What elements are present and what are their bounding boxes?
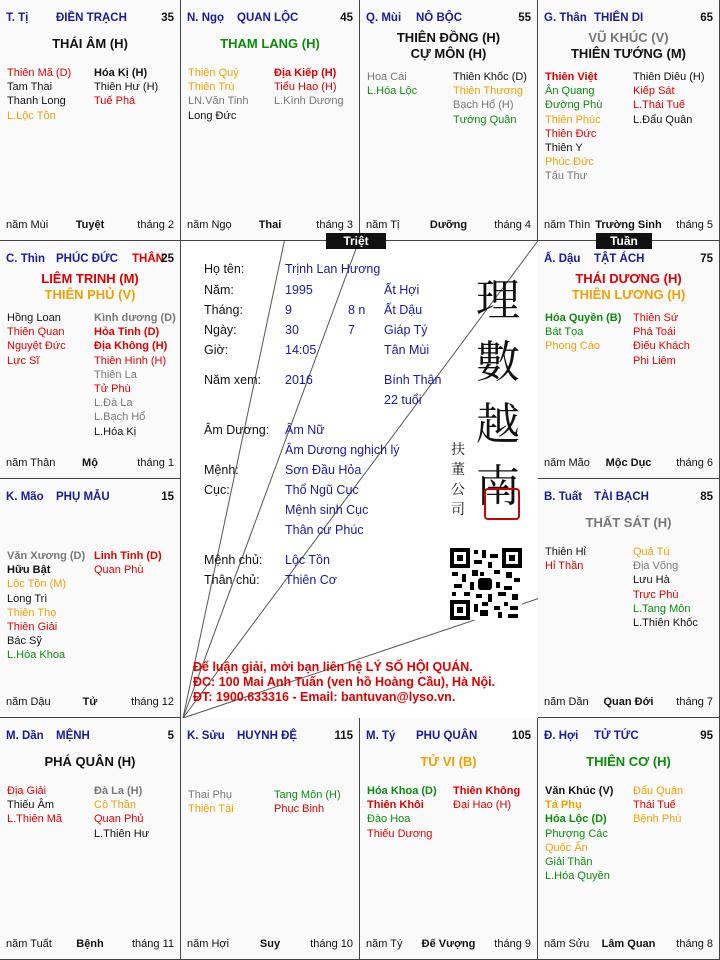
palace-footer [544,696,713,710]
palace-cell-suu [181,718,360,960]
minor-star: LN.Văn Tinh [188,95,249,108]
minor-stars-right [274,788,341,816]
year-label: năm Tý [366,938,403,950]
palace-cell-dau [538,241,720,479]
minor-stars-left [367,784,437,841]
minor-stars-right [94,784,149,841]
minor-star: Thiên Quan [7,326,65,339]
minor-star: L.Thiên Mã [7,813,63,826]
minor-star: Quả Tú [633,546,670,558]
month-label: tháng 7 [676,696,713,708]
minor-star: Ân Quang [545,85,595,98]
contact-line: ĐC: 100 Mai Anh Tuấn (ven hồ Hoàng Cầu), Hà Nội. [193,675,496,689]
info-label: Năm xem: [204,373,261,387]
palace-footer [187,219,353,233]
palace-header [544,730,713,744]
minor-stars-left [7,66,71,123]
minor-star: Trực Phù [633,588,679,601]
palace-name: QUAN LỘC [237,12,299,24]
minor-star: L.Hóa Quyền [545,870,610,883]
palace-footer [6,696,174,710]
seal-text: 扶 董 公 司 [451,442,465,518]
palace-cell-tuat [538,479,720,718]
minor-star: Điếu Khách [633,340,690,353]
minor-stars-left [7,549,85,663]
decade-number: 75 [700,253,713,265]
info-value: Thân cư Phúc [285,523,364,537]
minor-star: Phong Cáo [545,340,601,353]
info-value: 30 [285,323,299,337]
minor-star: L.Thái Tuế [633,99,685,112]
minor-star: Thiên Trù [188,81,235,94]
palace-cell-dan [0,718,181,960]
minor-star: Long Trì [7,592,48,605]
minor-star: Kiếp Sát [633,85,675,98]
main-star: THIÊN TƯỚNG (M) [570,46,687,61]
info-value-lunar: 8 n [348,303,366,317]
tuan-badge: Tuần [596,233,652,249]
branch-label: M. Tý [366,730,396,742]
minor-star: Thiên Thọ [7,606,57,619]
year-label: năm Tị [366,219,400,231]
month-label: tháng 11 [131,938,174,950]
minor-star: Hoa Cái [367,71,407,83]
minor-star: Hỏa Tinh (D) [94,326,160,339]
minor-star: Thiên Y [545,142,583,155]
palace-name: TỬ TỨC [594,730,639,742]
info-value: Sơn Đầu Hỏa [285,463,362,477]
than-marker: THÂN [132,253,164,265]
branch-label: G. Thân [544,12,587,24]
contact-line: ĐT: 1900.633316 - Email: bantuvan@lyso.vn. [193,690,456,704]
minor-star: Văn Khúc (V) [545,785,614,797]
palace-cell-than [538,0,720,241]
main-stars [538,515,719,531]
minor-star: L.Lộc Tồn [7,109,56,122]
palace-name: HUYNH ĐỆ [237,730,298,742]
contact-line: Để luận giải, mời bạn liên hệ LÝ SỐ HỘI QUÁN. [193,660,473,674]
minor-star: Hóa Lộc (D) [545,813,607,826]
minor-star: Phúc Đức [545,156,594,169]
info-label: Thân chủ: [204,573,260,587]
life-stage: Trường Sinh [595,219,662,231]
minor-star: Bệnh Phù [633,813,682,826]
palace-name: ĐIỀN TRẠCH [56,12,127,24]
decade-number: 25 [161,253,174,265]
palace-footer [366,219,531,233]
minor-star: Thiên Giải [7,621,58,634]
year-label: năm Dậu [6,696,51,708]
info-value-canchi: Ất Hợi [384,283,420,297]
minor-star: Lực Sĩ [7,354,40,367]
minor-star: Thiếu Dương [367,827,433,840]
minor-star: Kình dương (D) [94,312,176,324]
minor-star: L.Thiên Khốc [633,617,698,630]
main-stars [360,30,537,62]
month-label: tháng 1 [137,457,174,469]
year-label: năm Thân [6,457,56,469]
info-value: Thiên Cơ [285,573,337,587]
minor-star: Tả Phụ [545,799,582,812]
decade-number: 15 [161,491,174,503]
minor-star: L.Tang Môn [633,602,691,615]
branch-label: T. Tị [6,12,29,24]
palace-header [6,730,174,744]
main-stars [0,754,180,770]
minor-star: Quan Phù [94,564,144,577]
info-label: Họ tên: [204,262,245,276]
info-value-canchi: 22 tuổi [384,393,422,407]
minor-star: Địa Giải [7,785,47,797]
minor-star: L.Kình Dương [274,95,344,108]
minor-stars-right [633,70,705,127]
minor-star: Thai Phụ [188,789,233,801]
minor-star: Thiên Việt [545,71,598,83]
info-label: Năm: [204,283,234,297]
branch-label: K. Mão [6,491,44,503]
minor-stars-right [94,549,162,577]
decade-number: 5 [167,730,174,742]
minor-star: Lưu Hà [633,574,670,587]
info-value: 14:05 [285,343,317,357]
minor-stars-left [545,70,602,184]
decade-number: 95 [700,730,713,742]
minor-star: Đào Hoa [367,813,411,826]
minor-star: Bạch Hổ (H) [453,99,514,112]
month-label: tháng 6 [676,457,713,469]
minor-star: Thanh Long [7,95,66,108]
main-star: THIÊN PHỦ (V) [44,287,136,302]
minor-star: Thiên Hư (H) [94,81,159,94]
year-label: năm Ngọ [187,219,232,231]
minor-star: Tiểu Hao (H) [274,81,337,94]
minor-star: Địa Võng [633,560,679,573]
palace-header [366,12,531,26]
palace-footer [544,938,713,952]
month-label: tháng 10 [310,938,353,950]
minor-star: Phá Toái [633,326,676,339]
month-label: tháng 3 [316,219,353,231]
minor-star: Tam Thai [7,81,53,94]
month-label: tháng 9 [494,938,531,950]
minor-star: Hóa Khoa (D) [367,785,437,797]
main-star: THÁI ÂM (H) [52,36,128,51]
palace-cell-ngo [181,0,360,241]
branch-label: Ấ. Dậu [544,253,581,265]
minor-stars-right [94,66,158,109]
main-star: THIÊN ĐỒNG (H) [396,30,501,45]
life-stage: Thai [258,219,282,231]
info-label: Mệnh: [204,463,239,477]
palace-header [544,253,713,267]
palace-header [187,12,353,26]
minor-stars-right [274,66,344,109]
minor-star: Linh Tinh (D) [94,550,162,562]
minor-star: Tử Phù [94,383,131,396]
minor-star: Thiên Tài [188,803,234,816]
info-value-canchi: Bính Thân [384,373,442,387]
calligraphy-title: 理 數 越 南 [476,275,520,512]
info-value: Thổ Ngũ Cục [285,483,359,497]
palace-name: MỆNH [56,730,90,742]
month-label: tháng 5 [676,219,713,231]
decade-number: 105 [511,730,531,742]
minor-star: L.Đà La [94,397,133,410]
decade-number: 35 [161,12,174,24]
minor-star: Địa Không (H) [94,340,168,353]
minor-star: Thiên Mã (D) [7,67,72,79]
minor-stars-left [545,311,621,354]
main-stars [538,754,719,770]
minor-star: Thiên Phúc [545,113,601,126]
minor-star: Cô Thần [94,799,136,812]
minor-star: Thiên Hỉ [545,546,586,558]
palace-cell-mui [360,0,538,241]
palace-name: PHỤ MẪU [56,491,110,503]
main-stars [360,754,537,770]
main-star: THIÊN CƠ (H) [586,754,671,769]
main-star: VŨ KHÚC (V) [588,30,669,45]
decade-number: 45 [340,12,353,24]
minor-star: Thiên Không [453,785,521,797]
minor-star: Đại Hao (H) [453,799,512,812]
info-label: Giờ: [204,343,229,357]
minor-star: Phục Binh [274,803,325,816]
life-stage: Tuyệt [75,219,105,231]
minor-star: Thiên Diêu (H) [633,71,705,83]
minor-star: Thái Tuế [633,799,676,812]
decade-number: 65 [700,12,713,24]
info-value-canchi: Tân Mùi [384,343,430,357]
main-star: PHÁ QUÂN (H) [44,754,136,769]
minor-stars-right [633,311,690,368]
branch-label: K. Sửu [187,730,225,742]
minor-star: Bác Sỹ [7,635,42,648]
main-star: THÁI DƯƠNG (H) [575,271,682,286]
year-label: năm Dần [544,696,589,708]
month-label: tháng 2 [137,219,174,231]
palace-footer [366,938,531,952]
main-stars [181,36,359,52]
minor-stars-left [188,788,234,816]
palace-header [544,12,713,26]
info-value: Trịnh Lan Hương [285,262,381,276]
red-seal-icon [484,488,520,520]
decade-number: 55 [518,12,531,24]
info-value: Âm Dương nghịch lý [285,443,400,457]
palace-footer [6,219,174,233]
minor-star: Thiếu Âm [7,799,55,812]
info-value: 9 [285,303,292,317]
life-stage: Dưỡng [429,219,468,231]
minor-star: Địa Kiếp (H) [274,67,337,79]
minor-stars-right [453,784,520,812]
minor-star: Nguyệt Đức [7,340,66,353]
triet-badge: Triệt [326,233,386,249]
minor-star: Thiên Hình (H) [94,354,167,367]
info-label: Cục: [204,483,230,497]
palace-header [6,491,174,505]
minor-star: Thiên Khốc (D) [453,71,527,83]
main-star: TỬ VI (B) [420,754,477,769]
branch-label: Đ. Hợi [544,730,579,742]
palace-footer [544,457,713,471]
palace-header [6,253,174,267]
minor-star: Phi Liêm [633,354,676,367]
minor-star: Bát Tọa [545,326,584,339]
decade-number: 115 [334,730,353,742]
info-value-canchi: Ất Dậu [384,303,423,317]
minor-stars-left [545,784,613,883]
qr-code-icon [450,548,522,620]
palace-header [366,730,531,744]
minor-star: Thiên Đức [545,127,597,140]
minor-star: L.Hóa Khoa [7,649,66,662]
palace-name: NÔ BỘC [416,12,462,24]
info-label: Tháng: [204,303,243,317]
year-label: năm Mùi [6,219,49,231]
info-label: Ngày: [204,323,237,337]
minor-stars-left [7,311,66,368]
life-stage: Đế Vượng [421,938,476,950]
minor-star: Thiên Thương [453,85,524,98]
palace-cell-thin [0,241,181,479]
branch-label: C. Thìn [6,253,45,265]
minor-star: L.Thiên Hư [94,827,150,840]
palace-footer [6,457,174,471]
minor-stars-right [453,70,527,127]
month-label: tháng 8 [676,938,713,950]
info-value: Lộc Tồn [285,553,330,567]
minor-stars-left [188,66,249,123]
minor-star: Tấu Thư [545,170,588,183]
decade-number: 85 [700,491,713,503]
palace-cell-ti [360,718,538,960]
minor-star: Quốc Ấn [545,841,588,854]
palace-header [6,12,174,26]
branch-label: N. Ngọ [187,12,225,24]
life-stage: Quan Đới [603,696,654,708]
minor-star: Đà La (H) [94,785,143,797]
life-stage: Mộc Dục [605,457,652,469]
minor-stars-left [545,545,586,573]
info-value: 2016 [285,373,313,387]
palace-footer [187,938,353,952]
life-stage: Mộ [82,457,98,469]
month-label: tháng 12 [131,696,174,708]
palace-cell-mao [0,479,181,718]
minor-star: Thiên La [94,368,137,381]
minor-stars-left [367,70,417,98]
life-stage: Bệnh [76,938,104,950]
minor-stars-right [633,784,683,827]
main-stars [538,30,719,62]
palace-cell-ty [0,0,181,241]
main-star: THẤT SÁT (H) [585,515,672,530]
minor-star: Long Đức [188,109,237,122]
life-stage: Lâm Quan [601,938,656,950]
branch-label: M. Dần [6,730,44,742]
life-stage: Suy [259,938,281,950]
info-label: Âm Dương: [204,423,270,437]
info-value-canchi: Giáp Tý [384,323,428,337]
minor-star: Thiên Khôi [367,799,424,812]
minor-star: Văn Xương (D) [7,550,86,562]
main-star: LIÊM TRINH (M) [41,271,139,286]
palace-name: THIÊN DI [594,12,644,24]
info-value-lunar: 7 [348,323,355,337]
palace-name: TẬT ÁCH [594,253,645,265]
minor-star: L.Hóa Kị [94,425,137,438]
minor-star: Đường Phù [545,99,603,112]
minor-star: Tang Môn (H) [274,789,341,801]
main-star: CỰ MÔN (H) [410,46,487,61]
minor-star: L.Đẩu Quân [633,113,693,126]
minor-stars-right [633,545,698,630]
info-label: Mệnh chủ: [204,553,263,567]
year-label: năm Sửu [544,938,590,950]
info-value: Mệnh sinh Cục [285,503,369,517]
info-value: 1995 [285,283,313,297]
main-stars [0,271,180,303]
branch-label: B. Tuất [544,491,583,503]
year-label: năm Hợi [187,938,230,950]
life-stage: Tử [82,696,98,708]
palace-cell-hoi [538,718,720,960]
palace-name: PHÚC ĐỨC [56,253,118,265]
year-label: năm Mão [544,457,590,469]
minor-star: Hữu Bật [7,564,51,577]
minor-star: Thiên Quý [188,67,239,79]
minor-star: Tướng Quân [453,113,517,126]
minor-star: Thiên Sứ [633,312,679,324]
minor-star: Giải Thần [545,856,593,869]
minor-star: Quan Phủ [94,813,144,826]
minor-star: L.Hóa Lộc [367,85,418,98]
palace-footer [544,219,713,233]
year-label: năm Thìn [544,219,591,231]
minor-star: Lộc Tồn (M) [7,578,67,591]
main-star: THIÊN LƯƠNG (H) [571,287,686,302]
minor-star: Tuế Phá [94,95,136,108]
minor-star: Hóa Kị (H) [94,67,148,79]
minor-star: Phượng Các [545,827,608,840]
main-star: THAM LANG (H) [220,36,320,51]
year-label: năm Tuất [6,938,52,950]
palace-header [187,730,353,744]
month-label: tháng 4 [494,219,531,231]
palace-header [544,491,713,505]
palace-name: TÀI BẠCH [594,491,649,503]
branch-label: Q. Mùi [366,12,402,24]
minor-star: Hỉ Thần [545,560,584,573]
minor-star: Hóa Quyền (B) [545,312,622,324]
minor-star: Đẩu Quân [633,785,684,797]
minor-stars-right [94,311,176,439]
palace-name: PHU QUÂN [416,730,478,742]
info-value: Âm Nữ [285,423,325,437]
palace-footer [6,938,174,952]
minor-star: Hồng Loan [7,312,61,324]
minor-star: L.Bạch Hổ [94,411,146,424]
main-stars [0,36,180,52]
main-stars [538,271,719,303]
minor-stars-left [7,784,62,827]
